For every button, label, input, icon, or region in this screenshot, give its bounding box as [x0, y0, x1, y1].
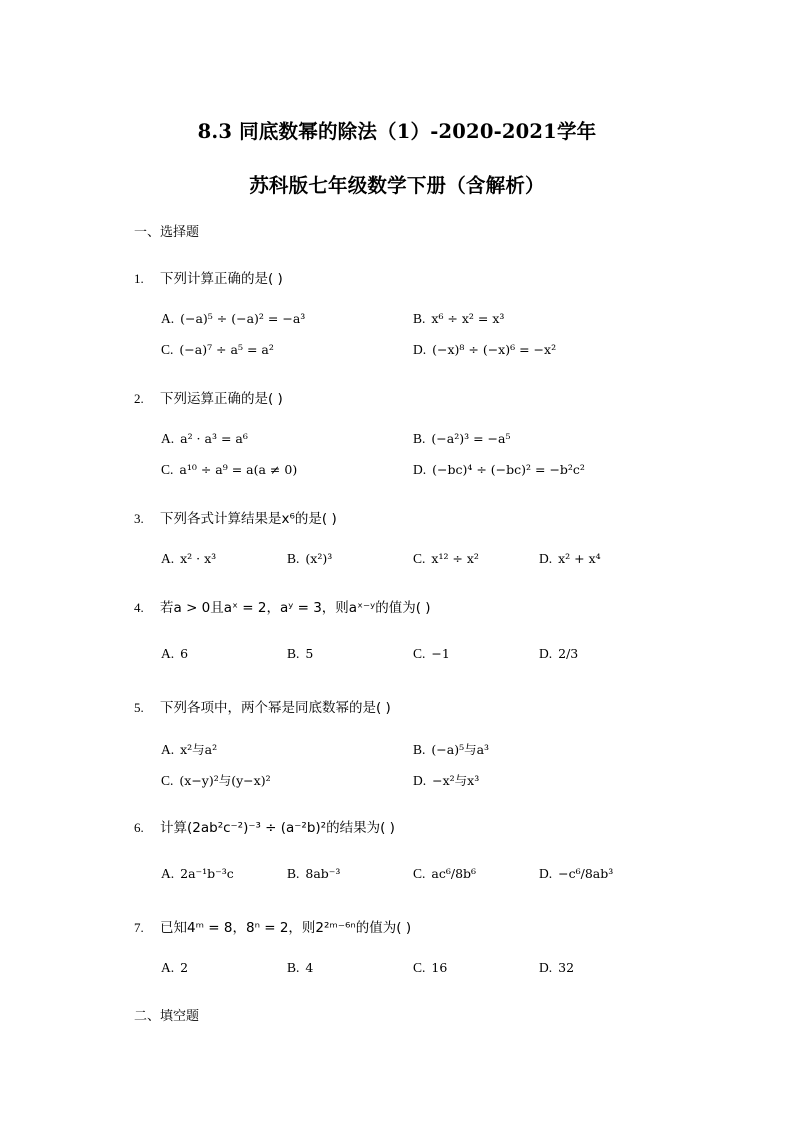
question-number: 3. — [134, 511, 144, 526]
question-2 — [134, 387, 283, 407]
option-math: (−x)⁸ ÷ (−x)⁶ = −x² — [432, 342, 557, 357]
question-number: 6. — [134, 820, 144, 835]
option-math: 32 — [558, 960, 575, 975]
option-letter: B. — [287, 646, 300, 661]
option-letter: D. — [539, 960, 553, 975]
option-math: (−bc)⁴ ÷ (−bc)² = −b²c² — [432, 462, 585, 477]
q1-option-c — [161, 342, 274, 358]
q1-option-b — [413, 311, 504, 327]
option-math: x² + x⁴ — [558, 551, 601, 566]
option-math: 4 — [305, 960, 314, 975]
q6-option-b — [287, 866, 340, 882]
option-letter: C. — [161, 462, 174, 477]
option-letter: D. — [413, 773, 427, 788]
question-number: 5. — [134, 700, 144, 715]
q7-option-d — [539, 960, 574, 976]
option-letter: C. — [161, 342, 174, 357]
question-number: 1. — [134, 271, 144, 286]
option-math: a¹⁰ ÷ a⁹ = a(a ≠ 0) — [179, 462, 298, 477]
q1-option-d — [413, 342, 556, 358]
section-heading-fill-in: 二、填空题 — [134, 1009, 200, 1024]
question-5 — [134, 696, 391, 716]
q5-option-c — [161, 771, 271, 789]
option-letter: B. — [413, 431, 426, 446]
question-stem: 下列各式计算结果是x⁶的是( ) — [160, 511, 337, 527]
option-math: (x²)³ — [305, 551, 333, 566]
title-line-2: 苏科版七年级数学下册（含解析） — [249, 174, 545, 197]
q3-option-a — [161, 551, 216, 567]
option-math: −c⁶/8ab³ — [558, 866, 614, 881]
q2-option-a — [161, 431, 248, 447]
option-letter: C. — [413, 646, 426, 661]
option-math: 6 — [180, 646, 189, 661]
option-math: x²与a² — [180, 742, 218, 757]
option-letter: C. — [413, 866, 426, 881]
option-letter: D. — [539, 646, 553, 661]
title-line-1: 8.3 同底数幂的除法（1）-2020-2021学年 — [197, 120, 597, 143]
question-3 — [134, 507, 337, 527]
q6-option-a — [161, 866, 234, 882]
option-math: 2/3 — [558, 646, 579, 661]
option-letter: B. — [413, 311, 426, 326]
q5-option-b — [413, 740, 489, 758]
question-7 — [134, 916, 411, 936]
q1-option-a — [161, 311, 305, 327]
option-math: x⁶ ÷ x² = x³ — [431, 311, 505, 326]
question-number: 2. — [134, 391, 144, 406]
option-math: 2 — [180, 960, 189, 975]
q4-option-b — [287, 646, 313, 662]
question-stem: 已知4ᵐ = 8，8ⁿ = 2，则2²ᵐ⁻⁶ⁿ的值为( ) — [160, 920, 412, 936]
question-6 — [134, 816, 395, 836]
question-number: 7. — [134, 920, 144, 935]
option-letter: A. — [161, 742, 175, 757]
question-stem: 下列各项中，两个幂是同底数幂的是( ) — [160, 700, 391, 716]
option-math: 5 — [305, 646, 314, 661]
option-letter: B. — [287, 960, 300, 975]
q6-option-d — [539, 866, 613, 882]
option-math: x¹² ÷ x² — [431, 551, 479, 566]
option-math: 16 — [431, 960, 448, 975]
option-letter: D. — [413, 342, 427, 357]
question-number: 4. — [134, 600, 144, 615]
q5-option-a — [161, 740, 217, 758]
q6-option-c — [413, 866, 476, 882]
option-math: 2a⁻¹b⁻³c — [180, 866, 234, 881]
option-letter: A. — [161, 551, 175, 566]
q3-option-c — [413, 551, 479, 567]
option-letter: A. — [161, 866, 175, 881]
option-letter: B. — [287, 866, 300, 881]
q7-option-a — [161, 960, 188, 976]
option-letter: D. — [539, 866, 553, 881]
option-letter: D. — [413, 462, 427, 477]
option-letter: B. — [413, 742, 426, 757]
option-math: x² · x³ — [180, 551, 217, 566]
option-math: −1 — [431, 646, 450, 661]
option-math: 8ab⁻³ — [305, 866, 341, 881]
question-stem: 下列运算正确的是( ) — [160, 391, 283, 407]
option-math: (−a)⁵与a³ — [431, 742, 490, 757]
question-stem: 下列计算正确的是( ) — [160, 271, 283, 287]
q2-option-c — [161, 462, 297, 478]
option-letter: C. — [413, 551, 426, 566]
option-math: a² · a³ = a⁶ — [180, 431, 248, 446]
q4-option-a — [161, 646, 188, 662]
q3-option-d — [539, 551, 601, 567]
option-letter: D. — [539, 551, 553, 566]
option-letter: C. — [413, 960, 426, 975]
q2-option-d — [413, 462, 585, 478]
option-math: (x−y)²与(y−x)² — [179, 773, 271, 788]
section-heading-choice: 一、选择题 — [134, 225, 200, 240]
q3-option-b — [287, 551, 332, 567]
question-stem: 计算(2ab²c⁻²)⁻³ ÷ (a⁻²b)²的结果为( ) — [160, 820, 395, 836]
option-letter: A. — [161, 960, 175, 975]
option-letter: A. — [161, 311, 175, 326]
option-math: (−a²)³ = −a⁵ — [431, 431, 511, 446]
option-letter: B. — [287, 551, 300, 566]
question-stem: 若a > 0且aˣ = 2，aʸ = 3，则aˣ⁻ʸ的值为( ) — [160, 600, 431, 616]
q7-option-c — [413, 960, 447, 976]
question-4 — [134, 596, 431, 616]
option-math: (−a)⁷ ÷ a⁵ = a² — [179, 342, 274, 357]
option-letter: A. — [161, 431, 175, 446]
q5-option-d — [413, 771, 479, 789]
q4-option-d — [539, 646, 578, 662]
option-math: (−a)⁵ ÷ (−a)² = −a³ — [180, 311, 306, 326]
option-math: −x²与x³ — [432, 773, 480, 788]
option-letter: A. — [161, 646, 175, 661]
q4-option-c — [413, 646, 450, 662]
question-1 — [134, 267, 283, 287]
q2-option-b — [413, 431, 510, 447]
q7-option-b — [287, 960, 313, 976]
option-math: ac⁶/8b⁶ — [431, 866, 477, 881]
option-letter: C. — [161, 773, 174, 788]
